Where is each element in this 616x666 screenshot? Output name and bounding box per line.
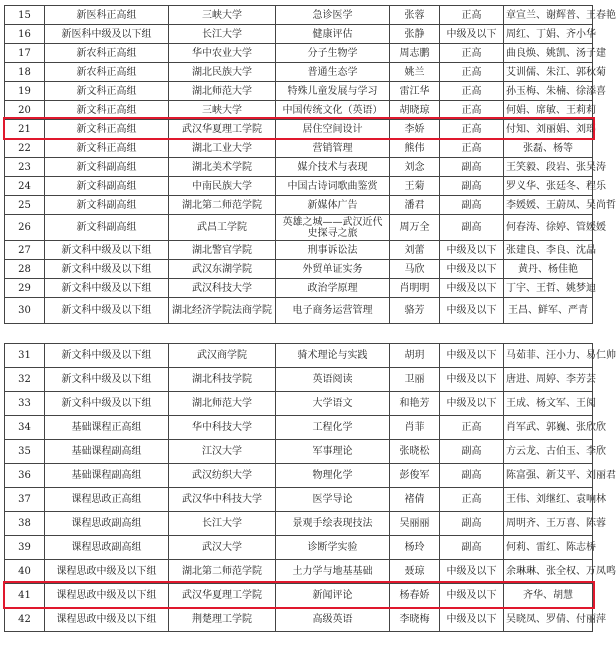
cell-course: 诊断学实验	[276, 536, 390, 560]
cell-title: 中级及以下	[440, 298, 504, 324]
cell-title: 副高	[440, 536, 504, 560]
cell-group: 新文科中级及以下组	[45, 298, 169, 324]
cell-title: 副高	[440, 440, 504, 464]
cell-team: 王昌、鲜军、严青	[504, 298, 593, 324]
table-row	[5, 139, 593, 158]
cell-team: 罗义华、张廷冬、程乐	[504, 177, 593, 196]
cell-school: 武汉东湖学院	[169, 260, 276, 279]
cell-group: 新医科中级及以下组	[45, 25, 169, 44]
cell-group: 课程思政中级及以下组	[45, 560, 169, 584]
cell-course: 英雄之城——武汉近代史探寻之旅	[276, 215, 390, 241]
table-row	[5, 560, 593, 584]
cell-name: 张静	[390, 25, 440, 44]
cell-name: 熊伟	[390, 139, 440, 158]
cell-team: 王伟、刘继红、袁响林	[504, 488, 593, 512]
table-row	[5, 120, 593, 139]
cell-no: 27	[5, 241, 45, 260]
cell-team: 章宣兰、谢辉普、王春艳	[504, 6, 593, 25]
cell-name: 杨玲	[390, 536, 440, 560]
cell-group: 基础课程副高组	[45, 440, 169, 464]
cell-course: 健康评估	[276, 25, 390, 44]
table-row	[5, 416, 593, 440]
cell-group: 新文科中级及以下组	[45, 260, 169, 279]
cell-course: 居住空间设计	[276, 120, 390, 139]
cell-name: 吴丽丽	[390, 512, 440, 536]
cell-course: 物理化学	[276, 464, 390, 488]
cell-course: 特殊儿童发展与学习	[276, 82, 390, 101]
cell-no: 29	[5, 279, 45, 298]
cell-title: 正高	[440, 63, 504, 82]
cell-name: 和艳芳	[390, 392, 440, 416]
cell-title: 副高	[440, 512, 504, 536]
cell-school: 湖北工业大学	[169, 139, 276, 158]
table-row	[5, 392, 593, 416]
cell-school: 武昌工学院	[169, 215, 276, 241]
cell-school: 湖北师范大学	[169, 82, 276, 101]
table-row	[5, 82, 593, 101]
cell-school: 武汉华夏理工学院	[169, 584, 276, 608]
cell-name: 张蓉	[390, 6, 440, 25]
cell-team: 方云龙、古伯玉、李欣	[504, 440, 593, 464]
cell-team: 周明齐、王万喜、陈蓉	[504, 512, 593, 536]
cell-no: 23	[5, 158, 45, 177]
cell-course: 大学语文	[276, 392, 390, 416]
table-row	[5, 260, 593, 279]
cell-name: 骆芳	[390, 298, 440, 324]
cell-name: 雷江华	[390, 82, 440, 101]
cell-group: 新文科正高组	[45, 101, 169, 120]
cell-name: 马欣	[390, 260, 440, 279]
cell-title: 中级及以下	[440, 392, 504, 416]
cell-no: 34	[5, 416, 45, 440]
table-row	[5, 464, 593, 488]
cell-team: 吴晓凤、罗倩、付丽萍	[504, 608, 593, 632]
table-row	[5, 63, 593, 82]
cell-school: 湖北警官学院	[169, 241, 276, 260]
cell-no: 30	[5, 298, 45, 324]
cell-name: 刘念	[390, 158, 440, 177]
table-row	[5, 158, 593, 177]
cell-no: 18	[5, 63, 45, 82]
cell-team: 曲良焕、姚凯、汤子建	[504, 44, 593, 63]
cell-name: 肖菲	[390, 416, 440, 440]
cell-no: 16	[5, 25, 45, 44]
cell-team: 何娟、席敏、王莉莉	[504, 101, 593, 120]
cell-group: 课程思政副高组	[45, 536, 169, 560]
cell-course: 医学导论	[276, 488, 390, 512]
table-row	[5, 512, 593, 536]
cell-title: 副高	[440, 177, 504, 196]
cell-name: 王菊	[390, 177, 440, 196]
cell-team: 张磊、杨等	[504, 139, 593, 158]
table-row	[5, 368, 593, 392]
cell-title: 正高	[440, 488, 504, 512]
cell-group: 新文科中级及以下组	[45, 241, 169, 260]
table-row	[5, 488, 593, 512]
cell-title: 中级及以下	[440, 368, 504, 392]
cell-team: 陈富强、新艾平、刘丽君	[504, 464, 593, 488]
cell-school: 湖北科技学院	[169, 368, 276, 392]
cell-school: 武汉大学	[169, 536, 276, 560]
cell-team: 丁宇、王哲、姚梦迪	[504, 279, 593, 298]
cell-course: 营销管理	[276, 139, 390, 158]
cell-title: 正高	[440, 416, 504, 440]
cell-group: 新文科正高组	[45, 120, 169, 139]
cell-title: 副高	[440, 158, 504, 177]
cell-school: 长江大学	[169, 512, 276, 536]
cell-school: 湖北第二师范学院	[169, 196, 276, 215]
cell-course: 分子生物学	[276, 44, 390, 63]
cell-course: 中国传统文化（英语）	[276, 101, 390, 120]
cell-no: 32	[5, 368, 45, 392]
cell-course: 电子商务运营管理	[276, 298, 390, 324]
cell-name: 周万全	[390, 215, 440, 241]
cell-title: 中级及以下	[440, 608, 504, 632]
cell-group: 课程思政中级及以下组	[45, 608, 169, 632]
cell-no: 37	[5, 488, 45, 512]
cell-group: 基础课程副高组	[45, 464, 169, 488]
cell-title: 正高	[440, 6, 504, 25]
cell-course: 景观手绘表现技法	[276, 512, 390, 536]
cell-title: 正高	[440, 82, 504, 101]
table-row	[5, 279, 593, 298]
cell-course: 政治学原理	[276, 279, 390, 298]
cell-no: 21	[5, 120, 45, 139]
cell-course: 英语阅读	[276, 368, 390, 392]
cell-group: 新文科副高组	[45, 196, 169, 215]
cell-group: 课程思政副高组	[45, 512, 169, 536]
cell-name: 胡晓琼	[390, 101, 440, 120]
table-row	[5, 6, 593, 25]
cell-no: 22	[5, 139, 45, 158]
cell-name: 聂琼	[390, 560, 440, 584]
cell-course: 土力学与地基基础	[276, 560, 390, 584]
cell-name: 姚兰	[390, 63, 440, 82]
cell-school: 中南民族大学	[169, 177, 276, 196]
cell-title: 中级及以下	[440, 344, 504, 368]
cell-school: 武汉华夏理工学院	[169, 120, 276, 139]
cell-team: 黄丹、杨佳艳	[504, 260, 593, 279]
cell-group: 新医科正高组	[45, 6, 169, 25]
cell-title: 副高	[440, 464, 504, 488]
cell-no: 31	[5, 344, 45, 368]
cell-group: 新文科副高组	[45, 177, 169, 196]
cell-school: 武汉商学院	[169, 344, 276, 368]
award-table-top	[4, 5, 616, 324]
cell-no: 41	[5, 584, 45, 608]
cell-team: 王笑毅、段岩、张吴涛	[504, 158, 593, 177]
cell-no: 33	[5, 392, 45, 416]
table-row	[5, 344, 593, 368]
cell-no: 15	[5, 6, 45, 25]
cell-group: 新文科正高组	[45, 139, 169, 158]
cell-school: 三峡大学	[169, 6, 276, 25]
cell-school: 湖北美术学院	[169, 158, 276, 177]
cell-school: 三峡大学	[169, 101, 276, 120]
cell-group: 课程思政正高组	[45, 488, 169, 512]
cell-school: 湖北师范大学	[169, 392, 276, 416]
cell-school: 武汉纺织大学	[169, 464, 276, 488]
cell-school: 华中科技大学	[169, 416, 276, 440]
cell-school: 湖北第二师范学院	[169, 560, 276, 584]
cell-team: 马茹菲、汪小力、易仁帅	[504, 344, 593, 368]
cell-school: 武汉华中科技大学	[169, 488, 276, 512]
cell-course: 普通生态学	[276, 63, 390, 82]
cell-name: 张晓松	[390, 440, 440, 464]
cell-school: 华中农业大学	[169, 44, 276, 63]
table-row	[5, 196, 593, 215]
cell-no: 42	[5, 608, 45, 632]
cell-group: 新文科中级及以下组	[45, 279, 169, 298]
table-row	[5, 536, 593, 560]
cell-team: 肖军武、郭巍、张欣欣	[504, 416, 593, 440]
cell-course: 骑术理论与实践	[276, 344, 390, 368]
cell-no: 28	[5, 260, 45, 279]
page-gap	[0, 336, 600, 343]
cell-no: 39	[5, 536, 45, 560]
cell-course: 刑事诉讼法	[276, 241, 390, 260]
cell-team: 齐华、胡慧	[504, 584, 593, 608]
table-row	[5, 215, 593, 241]
cell-course: 外贸单证实务	[276, 260, 390, 279]
cell-name: 褚倩	[390, 488, 440, 512]
cell-team: 余琳琳、张全权、万凤鸣	[504, 560, 593, 584]
cell-title: 正高	[440, 139, 504, 158]
cell-name: 胡玥	[390, 344, 440, 368]
cell-group: 新文科中级及以下组	[45, 368, 169, 392]
cell-team: 王成、杨文军、王阅	[504, 392, 593, 416]
cell-name: 肖明明	[390, 279, 440, 298]
cell-no: 35	[5, 440, 45, 464]
table-row	[5, 101, 593, 120]
cell-course: 工程化学	[276, 416, 390, 440]
cell-name: 周志鹏	[390, 44, 440, 63]
cell-title: 副高	[440, 215, 504, 241]
cell-title: 中级及以下	[440, 241, 504, 260]
cell-course: 媒介技术与表现	[276, 158, 390, 177]
cell-team: 艾训儒、朱江、郭秋菊	[504, 63, 593, 82]
cell-group: 新文科副高组	[45, 158, 169, 177]
cell-title: 正高	[440, 44, 504, 63]
award-table-bottom	[4, 343, 616, 632]
cell-no: 40	[5, 560, 45, 584]
cell-course: 军事理论	[276, 440, 390, 464]
cell-title: 中级及以下	[440, 279, 504, 298]
cell-school: 江汉大学	[169, 440, 276, 464]
cell-name: 李晓梅	[390, 608, 440, 632]
table-row	[5, 241, 593, 260]
cell-name: 刘蕾	[390, 241, 440, 260]
cell-team: 何春涛、徐婷、管媛媛	[504, 215, 593, 241]
cell-team: 李媛媛、王蔚凤、吴尚哲	[504, 196, 593, 215]
table-row	[5, 298, 593, 324]
cell-name: 杨春娇	[390, 584, 440, 608]
cell-team: 张建良、李良、沈晶	[504, 241, 593, 260]
table-row	[5, 25, 593, 44]
cell-course: 高级英语	[276, 608, 390, 632]
cell-no: 38	[5, 512, 45, 536]
cell-name: 彭俊军	[390, 464, 440, 488]
cell-name: 李娇	[390, 120, 440, 139]
cell-course: 急诊医学	[276, 6, 390, 25]
table-row	[5, 44, 593, 63]
cell-title: 中级及以下	[440, 25, 504, 44]
cell-team: 何莉、雷红、陈志桥	[504, 536, 593, 560]
cell-group: 新农科正高组	[45, 63, 169, 82]
table-row	[5, 584, 593, 608]
cell-course: 新媒体广告	[276, 196, 390, 215]
table-row	[5, 177, 593, 196]
cell-no: 20	[5, 101, 45, 120]
cell-group: 新文科副高组	[45, 215, 169, 241]
cell-school: 湖北经济学院法商学院	[169, 298, 276, 324]
cell-no: 36	[5, 464, 45, 488]
cell-title: 中级及以下	[440, 584, 504, 608]
cell-title: 正高	[440, 120, 504, 139]
cell-group: 新文科中级及以下组	[45, 392, 169, 416]
cell-no: 19	[5, 82, 45, 101]
cell-title: 正高	[440, 101, 504, 120]
cell-group: 新文科正高组	[45, 82, 169, 101]
cell-course: 中国古诗词歌曲鉴赏	[276, 177, 390, 196]
cell-school: 荆楚理工学院	[169, 608, 276, 632]
cell-no: 26	[5, 215, 45, 241]
table-row	[5, 608, 593, 632]
cell-group: 新文科中级及以下组	[45, 344, 169, 368]
cell-name: 卫丽	[390, 368, 440, 392]
table-row	[5, 440, 593, 464]
cell-no: 24	[5, 177, 45, 196]
cell-team: 唐进、周婷、李芳芸	[504, 368, 593, 392]
cell-team: 孙玉梅、朱楠、徐添喜	[504, 82, 593, 101]
cell-group: 课程思政中级及以下组	[45, 584, 169, 608]
cell-school: 湖北民族大学	[169, 63, 276, 82]
cell-group: 新农科正高组	[45, 44, 169, 63]
cell-no: 17	[5, 44, 45, 63]
cell-course: 新闻评论	[276, 584, 390, 608]
cell-title: 副高	[440, 196, 504, 215]
cell-team: 付知、刘丽娟、刘瑶	[504, 120, 593, 139]
cell-school: 武汉科技大学	[169, 279, 276, 298]
cell-group: 基础课程正高组	[45, 416, 169, 440]
cell-team: 周红、丁娟、齐小华	[504, 25, 593, 44]
cell-name: 潘君	[390, 196, 440, 215]
cell-school: 长江大学	[169, 25, 276, 44]
cell-no: 25	[5, 196, 45, 215]
cell-title: 中级及以下	[440, 560, 504, 584]
cell-title: 中级及以下	[440, 260, 504, 279]
